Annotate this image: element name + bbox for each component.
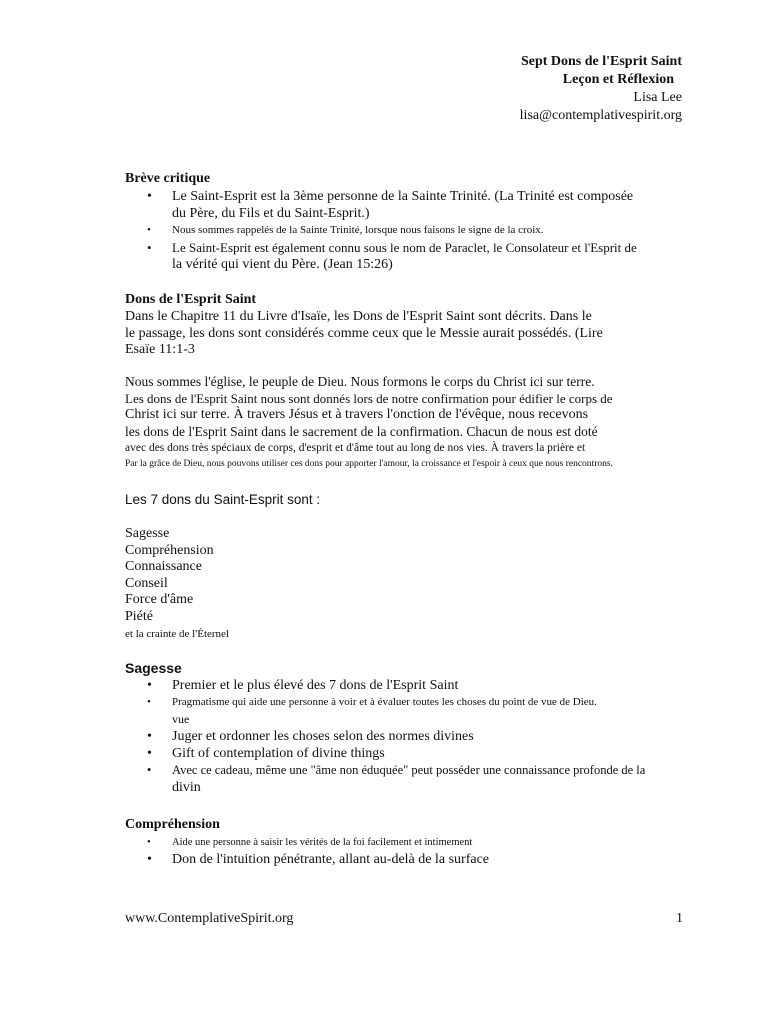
bullet-icon: • bbox=[147, 746, 152, 761]
list-item: et la crainte de l'Éternel bbox=[125, 627, 229, 640]
bullet-icon: • bbox=[147, 224, 151, 236]
page-number: 1 bbox=[676, 911, 683, 926]
bullet-icon: • bbox=[147, 240, 152, 255]
bullet-icon: • bbox=[147, 852, 152, 867]
section-heading: Sagesse bbox=[125, 660, 182, 676]
list-item: Connaissance bbox=[125, 559, 202, 575]
paragraph-line: Christ ici sur terre. À travers Jésus et à travers l'onction de l'évêque, nous recevons bbox=[125, 407, 589, 423]
list-item: • Premier et le plus élevé des 7 dons de l'Esprit Saint bbox=[147, 678, 459, 693]
paragraph-line: Dans le Chapitre 11 du Livre d'Isaïe, les Dons de l'Esprit Saint sont décrits. Dans le bbox=[125, 309, 592, 324]
document-header bbox=[520, 53, 682, 125]
list-item: • Nous sommes rappelés de la Sainte Trinité, lorsque nous faisons le signe de la croix. bbox=[125, 222, 715, 239]
section-heading: Dons de l'Esprit Saint bbox=[125, 292, 257, 307]
paragraph-line: avec des dons très spéciaux de corps, d'esprit et d'âme tout au long de nos vies. À travers la prière et bbox=[125, 442, 586, 455]
section-dons bbox=[125, 291, 715, 359]
list-item-continuation: divin bbox=[172, 780, 201, 795]
paragraph-line: Esaïe 11:1-3 bbox=[125, 342, 195, 358]
list-item-continuation: vue bbox=[172, 712, 190, 726]
bullet-icon: • bbox=[147, 763, 152, 777]
seven-gifts-list bbox=[125, 526, 715, 643]
document-subtitle: Leçon et Réflexion bbox=[562, 72, 674, 87]
section-heading: Compréhension bbox=[125, 817, 220, 832]
bullet-icon: • bbox=[147, 189, 152, 204]
bullet-icon: • bbox=[147, 696, 151, 708]
author-email: lisa@contemplativespirit.org bbox=[519, 108, 682, 123]
page-footer bbox=[125, 911, 683, 927]
paragraph-line: Nous sommes l'église, le peuple de Dieu. Nous formons le corps du Christ ici sur terre. bbox=[125, 374, 595, 389]
bullet-icon: • bbox=[147, 729, 152, 744]
paragraph-eglise bbox=[125, 374, 715, 471]
list-item: Force d'âme bbox=[125, 592, 194, 608]
list-item-continuation: la vérité qui vient du Père. (Jean 15:26) bbox=[172, 257, 393, 272]
section-comprehension bbox=[125, 816, 715, 868]
paragraph-line: les dons de l'Esprit Saint dans le sacrement de la confirmation. Chacun de nous est doté bbox=[125, 423, 598, 439]
bullet-icon: • bbox=[147, 837, 151, 848]
list-item: • Don de l'intuition pénétrante, allant au-delà de la surface bbox=[147, 852, 490, 867]
section-sagesse bbox=[125, 659, 715, 796]
list-item: Compréhension bbox=[125, 542, 214, 558]
section-breve-critique bbox=[125, 170, 715, 273]
footer-website-link[interactable]: www.ContemplativeSpirit.org bbox=[125, 911, 294, 926]
list-item: • Juger et ordonner les choses selon des normes divines bbox=[147, 729, 474, 744]
paragraph-line: Les dons de l'Esprit Saint nous sont donnés lors de notre confirmation pour édifier le corps de bbox=[125, 390, 613, 406]
list-item-continuation: du Père, du Fils et du Saint-Esprit.) bbox=[172, 206, 370, 221]
paragraph-line: le passage, les dons sont considérés comme ceux que le Messie aurait possédés. (Lire bbox=[125, 325, 603, 341]
seven-gifts-intro: Les 7 dons du Saint-Esprit sont : bbox=[125, 492, 321, 507]
document-title: Sept Dons de l'Esprit Saint bbox=[520, 54, 682, 69]
list-item: • Le Saint-Esprit est la 3ème personne de la Sainte Trinité. (La Trinité est composée bbox=[147, 189, 634, 204]
bullet-icon: • bbox=[147, 678, 152, 693]
list-item: • Gift of contemplation of divine things bbox=[147, 746, 385, 761]
list-item: Sagesse bbox=[125, 526, 170, 541]
list-item: • Aide une personne à saisir les vérités de la foi facilement et intimement bbox=[125, 834, 715, 851]
author-name: Lisa Lee bbox=[633, 90, 682, 105]
list-item: • Pragmatisme qui aide une personne à voir et à évaluer toutes les choses du point de vue de Dieu. bbox=[125, 694, 715, 711]
section-heading: Brève critique bbox=[125, 171, 211, 186]
paragraph-line: Par la grâce de Dieu, nous pouvons utiliser ces dons pour apporter l'amour, la croissance et l'espoir à ceux que nous rencontrons. bbox=[125, 458, 613, 469]
list-item: • Avec ce cadeau, même une "âme non éduquée" peut posséder une connaissance profonde de la bbox=[147, 763, 646, 777]
list-item: Conseil bbox=[125, 575, 168, 591]
list-item: Piété bbox=[125, 608, 153, 624]
list-item: • Le Saint-Esprit est également connu sous le nom de Paraclet, le Consolateur et l'Esprit de bbox=[147, 240, 637, 255]
